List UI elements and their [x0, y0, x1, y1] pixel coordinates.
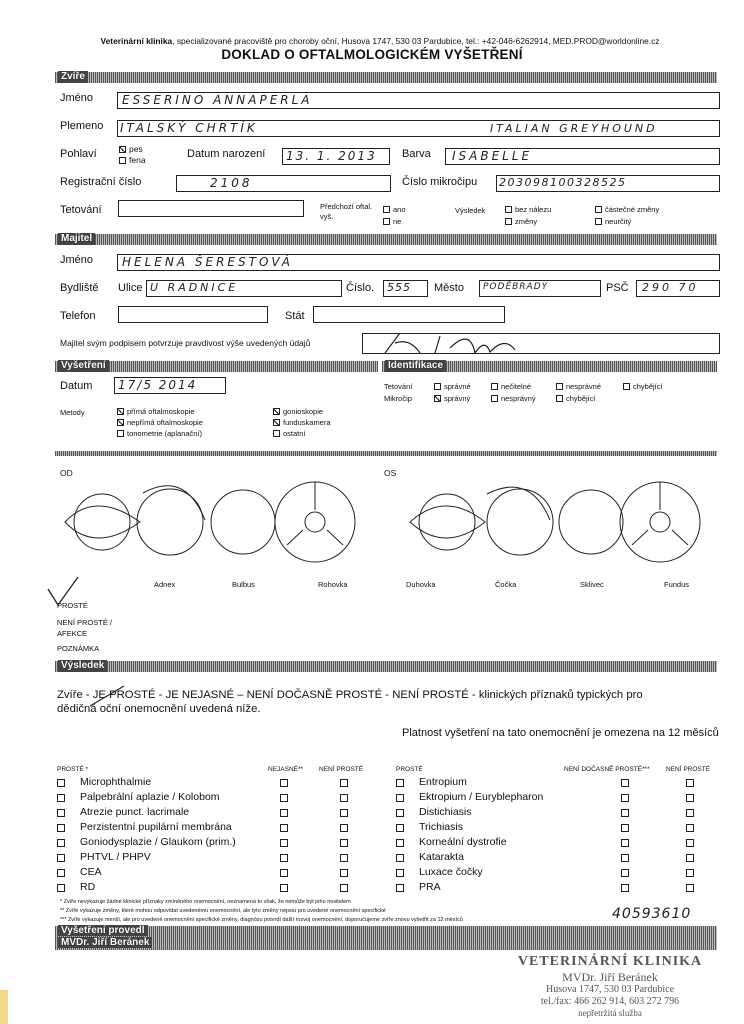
birthdate-label: Datum narození	[187, 148, 266, 160]
left-affected-checkbox[interactable]	[340, 779, 348, 787]
state-label: Stát	[285, 310, 305, 322]
prev-yes[interactable]: ano	[383, 205, 406, 214]
street-value: U RADNICE	[150, 281, 239, 294]
method-indirect-checkbox[interactable]	[117, 419, 124, 426]
phone-field[interactable]	[118, 306, 268, 323]
left-unclear-checkbox[interactable]	[280, 824, 288, 832]
stamp-service: nepřetržitá služba	[578, 1008, 642, 1018]
owner-confirm-text: Majitel svým podpisem potvrzuje pravdivost výše uvedených údajů	[60, 338, 311, 348]
diagram-label-rohovka: Rohovka	[318, 580, 348, 589]
prev-uncertain[interactable]: neurčitý	[595, 217, 631, 226]
strike-mark-icon	[88, 684, 128, 708]
right-disease-label: Katarakta	[419, 851, 464, 863]
prev-result-label: Výsledek	[455, 206, 486, 215]
ident-tattoo-illegible[interactable]: nečitelné	[491, 382, 531, 391]
left-clear-checkbox[interactable]	[57, 884, 65, 892]
previous-exam-label: Předchozí oftal. vyš.	[320, 202, 373, 221]
left-affected-checkbox[interactable]	[340, 824, 348, 832]
breed-value-en: ITALIAN GREYHOUND	[490, 122, 658, 135]
right-disease-label: Entropium	[419, 776, 467, 788]
sex-dog[interactable]: pes	[119, 144, 143, 154]
left-unclear-checkbox[interactable]	[280, 794, 288, 802]
prev-partial[interactable]: částečné změny	[595, 205, 659, 214]
right-temp-checkbox[interactable]	[621, 824, 629, 832]
right-clear-checkbox[interactable]	[396, 869, 404, 877]
owner-name-value: HELENA ŠERESTOVÁ	[122, 255, 293, 269]
right-temp-checkbox[interactable]	[621, 809, 629, 817]
ident-tattoo-missing[interactable]: chybějící	[623, 382, 663, 391]
diagram-label-bulbus: Bulbus	[232, 580, 255, 589]
left-clear-checkbox[interactable]	[57, 779, 65, 787]
diagram-label-cocka: Čočka	[495, 580, 517, 589]
section-vysledek: Výsledek	[55, 661, 717, 672]
col-affected-2: NENÍ PROSTÉ	[666, 766, 711, 773]
phone-label: Telefon	[60, 310, 96, 322]
registration-value: 2108	[210, 176, 253, 190]
stamp-doctor: MVDr. Jiří Beránek	[562, 970, 658, 984]
ident-chip-correct-checkbox[interactable]	[434, 395, 441, 402]
color-label: Barva	[402, 148, 431, 160]
left-affected-checkbox[interactable]	[340, 809, 348, 817]
breed-label: Plemeno	[60, 120, 104, 132]
prev-changes-checkbox[interactable]	[505, 218, 512, 225]
left-unclear-checkbox[interactable]	[280, 869, 288, 877]
ident-tattoo-correct[interactable]: správné	[434, 382, 471, 391]
left-unclear-checkbox[interactable]	[280, 854, 288, 862]
ident-tattoo-label: Tetování	[384, 382, 413, 391]
right-affected-checkbox[interactable]	[686, 854, 694, 862]
microchip-label: Číslo mikročipu	[402, 176, 478, 188]
col-clear: PROSTÉ *	[57, 766, 89, 773]
footnote-2: ** Zvíře vykazuje změny, které mohou odpovídat uvedenému onemocnění, ale tyto změny nejsou pro uvedené onemocnění specifické	[60, 908, 386, 914]
left-unclear-checkbox[interactable]	[280, 779, 288, 787]
owner-name-label: Jméno	[60, 254, 94, 266]
left-disease-label: RD	[80, 881, 96, 893]
method-indirect[interactable]: nepřímá oftalmoskopie	[117, 418, 203, 427]
left-clear-checkbox[interactable]	[57, 824, 65, 832]
diagram-label-fundus: Fundus	[664, 580, 690, 589]
right-temp-checkbox[interactable]	[621, 869, 629, 877]
od-label: OD	[60, 468, 73, 478]
color-value: ISABELLE	[452, 149, 533, 163]
section-majitel: Majitel	[55, 234, 717, 245]
prev-no[interactable]: ne	[383, 217, 401, 226]
right-temp-checkbox[interactable]	[621, 779, 629, 787]
ident-chip-wrong-checkbox[interactable]	[491, 395, 498, 402]
registration-label: Registrační číslo	[60, 176, 142, 188]
right-affected-checkbox[interactable]	[686, 779, 694, 787]
method-other-checkbox[interactable]	[273, 430, 280, 437]
serial-number: 40593610	[612, 906, 692, 922]
right-clear-checkbox[interactable]	[396, 824, 404, 832]
methods-label: Metody	[60, 408, 85, 417]
breed-value: ITALSKÝ CHRTÍK	[120, 121, 258, 135]
left-unclear-checkbox[interactable]	[280, 809, 288, 817]
right-clear-checkbox[interactable]	[396, 779, 404, 787]
sex-bitch[interactable]: fena	[119, 155, 146, 165]
right-disease-label: Ektropium / Euryblepharon	[419, 791, 544, 803]
right-clear-checkbox[interactable]	[396, 839, 404, 847]
note-label: POZNÁMKA	[57, 644, 100, 653]
microchip-value: 203098100328525	[499, 176, 627, 189]
sex-label: Pohlaví	[60, 148, 97, 160]
page-edge-tab	[0, 990, 8, 1024]
sex-dog-checkbox[interactable]	[119, 146, 126, 153]
exam-date-value: 17/5 2014	[118, 378, 198, 392]
section-identifikace: Identifikace	[382, 361, 717, 372]
residence-label: Bydliště	[60, 282, 99, 294]
tattoo-field[interactable]	[118, 200, 304, 217]
city-label: Město	[434, 282, 464, 294]
method-gonioscopy[interactable]: gonioskopie	[273, 407, 323, 416]
right-disease-label: Trichiasis	[419, 821, 463, 833]
street-label: Ulice	[118, 282, 143, 294]
right-affected-checkbox[interactable]	[686, 794, 694, 802]
owner-signature-icon	[380, 328, 550, 358]
prev-no-finding-checkbox[interactable]	[505, 206, 512, 213]
divider-band	[55, 451, 717, 456]
zip-label: PSČ	[606, 282, 629, 294]
eye-diagrams	[55, 460, 720, 575]
registration-field[interactable]	[176, 175, 391, 192]
method-gonioscopy-checkbox[interactable]	[273, 408, 280, 415]
clear-label: PROSTÉ	[57, 601, 88, 610]
method-tonometry-checkbox[interactable]	[117, 430, 124, 437]
right-disease-label: PRA	[419, 881, 441, 893]
left-affected-checkbox[interactable]	[340, 839, 348, 847]
method-direct-checkbox[interactable]	[117, 408, 124, 415]
birthdate-value: 13. 1. 2013	[286, 149, 377, 163]
state-field[interactable]	[313, 306, 505, 323]
diagram-label-sklivec: Sklivec	[580, 580, 604, 589]
right-affected-checkbox[interactable]	[686, 839, 694, 847]
right-temp-checkbox[interactable]	[621, 854, 629, 862]
method-funduscamera[interactable]: funduskamera	[273, 418, 331, 427]
left-affected-checkbox[interactable]	[340, 869, 348, 877]
right-disease-label: Distichiasis	[419, 806, 472, 818]
right-disease-label: Luxace čočky	[419, 866, 483, 878]
number-label: Číslo.	[346, 282, 375, 294]
right-clear-checkbox[interactable]	[396, 854, 404, 862]
left-clear-checkbox[interactable]	[57, 869, 65, 877]
left-clear-checkbox[interactable]	[57, 809, 65, 817]
right-clear-checkbox[interactable]	[396, 809, 404, 817]
footnote-3: *** Zvíře vykazuje menší, ale pro uvedené onemocnění specifické změny, diagnózu potvrdí další rozvoj onemocnění, doporučujeme zvíře znovu vyšetřit za 12 měsíců	[60, 917, 463, 923]
ident-chip-missing-checkbox[interactable]	[556, 395, 563, 402]
right-affected-checkbox[interactable]	[686, 824, 694, 832]
left-disease-label: Microphthalmie	[80, 776, 152, 788]
right-affected-checkbox[interactable]	[686, 869, 694, 877]
left-clear-checkbox[interactable]	[57, 839, 65, 847]
right-clear-checkbox[interactable]	[396, 884, 404, 892]
col-temp-affected: NENÍ DOČASNĚ PROSTÉ***	[564, 766, 650, 773]
right-affected-checkbox[interactable]	[686, 809, 694, 817]
col-clear-2: PROSTÉ	[396, 766, 423, 773]
zip-value: 290 70	[642, 281, 699, 294]
prev-no-checkbox[interactable]	[383, 218, 390, 225]
left-disease-label: Perzistentní pupilární membrána	[80, 821, 232, 833]
stamp-clinic: VETERINÁRNÍ KLINIKA	[517, 954, 703, 969]
prev-partial-checkbox[interactable]	[595, 206, 602, 213]
number-value: 555	[387, 281, 411, 294]
left-disease-label: Palpebrální aplazie / Kolobom	[80, 791, 220, 803]
exam-date-label: Datum	[60, 380, 93, 392]
right-disease-label: Korneální dystrofie	[419, 836, 507, 848]
prev-changes[interactable]: změny	[505, 217, 537, 226]
section-zvire: Zvíře	[55, 72, 717, 83]
ident-tattoo-illegible-checkbox[interactable]	[491, 383, 498, 390]
ident-tattoo-missing-checkbox[interactable]	[623, 383, 630, 390]
ident-chip-label: Mikročip	[384, 394, 412, 403]
affected-label: NENÍ PROSTÉ / AFEKCE	[57, 618, 113, 638]
method-other[interactable]: ostatní	[273, 429, 306, 438]
ident-tattoo-wrong-checkbox[interactable]	[556, 383, 563, 390]
method-direct[interactable]: přímá oftalmoskopie	[117, 407, 195, 416]
animal-name-label: Jméno	[60, 92, 94, 104]
left-unclear-checkbox[interactable]	[280, 884, 288, 892]
right-clear-checkbox[interactable]	[396, 794, 404, 802]
prev-uncertain-checkbox[interactable]	[595, 218, 602, 225]
right-affected-checkbox[interactable]	[686, 884, 694, 892]
result-line2: dědičná oční onemocnění uvedená níže.	[57, 703, 261, 715]
city-value: PODĚBRADY	[483, 282, 549, 292]
tattoo-label: Tetování	[60, 204, 102, 216]
left-clear-checkbox[interactable]	[57, 794, 65, 802]
prev-no-finding[interactable]: bez nálezu	[505, 205, 551, 214]
left-disease-label: Goniodysplazie / Glaukom (prim.)	[80, 836, 236, 848]
section-vysetreni: Vyšetření	[55, 361, 378, 372]
stamp-address: Husova 1747, 530 03 Pardubice	[545, 984, 675, 995]
method-funduscamera-checkbox[interactable]	[273, 419, 280, 426]
left-disease-label: Atrezie punct. lacrimale	[80, 806, 190, 818]
right-temp-checkbox[interactable]	[621, 839, 629, 847]
validity-note: Platnost vyšetření na tato onemocnění je omezena na 12 měsíců	[402, 727, 719, 739]
left-clear-checkbox[interactable]	[57, 854, 65, 862]
ident-chip-correct[interactable]: správný	[434, 394, 470, 403]
sex-bitch-checkbox[interactable]	[119, 157, 126, 164]
left-disease-label: CEA	[80, 866, 102, 878]
col-affected: NENÍ PROSTÉ	[319, 766, 364, 773]
left-affected-checkbox[interactable]	[340, 794, 348, 802]
section-provedl: Vyšetření provedl MVDr. Jiří Beránek	[55, 926, 717, 950]
col-unclear: NEJASNÉ**	[268, 766, 304, 773]
stamp-phone: tel./fax: 466 262 914, 603 272 796	[540, 996, 680, 1007]
left-unclear-checkbox[interactable]	[280, 839, 288, 847]
ident-chip-wrong[interactable]: nesprávný	[491, 394, 536, 403]
left-affected-checkbox[interactable]	[340, 854, 348, 862]
diagram-label-duhovka: Duhovka	[406, 580, 436, 589]
left-affected-checkbox[interactable]	[340, 884, 348, 892]
animal-name-value: ESSERINO ANNAPERLA	[122, 93, 313, 107]
footnote-1: * Zvíře nevykazuje žádné klinické příznaky zmíněného onemocnění, neznamená to však, že nemůže být jeho nositelem	[60, 899, 351, 905]
result-line1: Zvíře - JE PROSTÉ - JE NEJASNÉ – NENÍ DOČASNĚ PROSTÉ - NENÍ PROSTÉ - klinických příznaků typických pro	[57, 689, 643, 701]
left-disease-label: PHTVL / PHPV	[80, 851, 151, 863]
method-tonometry[interactable]: tonometrie (aplanační)	[117, 429, 202, 438]
ident-chip-missing[interactable]: chybějící	[556, 394, 596, 403]
ident-tattoo-correct-checkbox[interactable]	[434, 383, 441, 390]
ident-tattoo-wrong[interactable]: nesprávné	[556, 382, 601, 391]
right-temp-checkbox[interactable]	[621, 794, 629, 802]
document-title: DOKLAD O OFTALMOLOGICKÉM VYŠETŘENÍ	[221, 47, 523, 62]
right-temp-checkbox[interactable]	[621, 884, 629, 892]
os-label: OS	[384, 468, 397, 478]
diagram-label-adnex: Adnex	[154, 580, 176, 589]
prev-yes-checkbox[interactable]	[383, 206, 390, 213]
clinic-header: Veterinární klinika, specializované pracoviště pro choroby oční, Husova 1747, 530 03 Pardubice, tel.: +42-046-6262914, MED.PROD@worldonline.cz	[100, 36, 660, 46]
